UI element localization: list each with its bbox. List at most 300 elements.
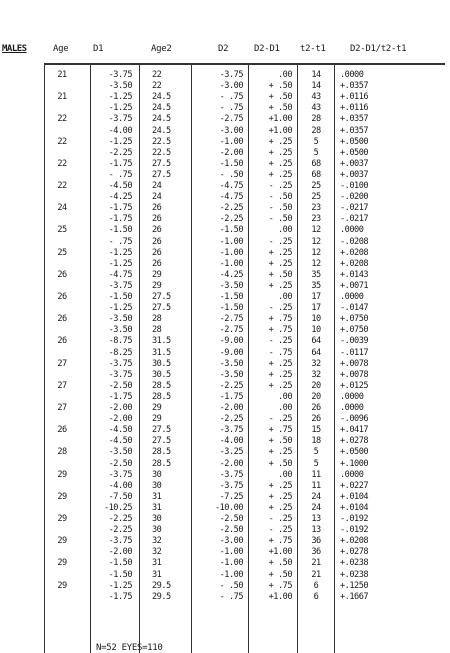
d2-cell: -4.25 — [219, 269, 243, 280]
column-rule — [44, 63, 45, 653]
d2-minus-d1-cell: .00 — [277, 225, 292, 236]
d1-cell: -2.00 — [108, 414, 132, 425]
rate-cell: -.0192 — [340, 514, 369, 524]
t2-minus-t1-cell: 12 — [311, 236, 321, 247]
age2-cell: 24.5 — [152, 114, 171, 125]
d1-cell: -2.00 — [108, 547, 132, 558]
rate-cell: +.0227 — [340, 480, 369, 491]
t2-minus-t1-cell: 14 — [311, 81, 321, 92]
d2-minus-d1-cell: .00 — [277, 403, 292, 413]
d1-cell: -3.75 — [108, 469, 132, 480]
d2-minus-d1-column-header: D2-D1 — [254, 44, 280, 54]
d2-minus-d1-cell: + .50 — [268, 92, 292, 103]
d2-minus-d1-cell: - .25 — [268, 181, 292, 191]
d2-cell: -2.25 — [219, 214, 243, 225]
rate-cell: +.0278 — [340, 436, 369, 447]
d2-minus-d1-cell: + .25 — [268, 358, 292, 369]
age2-cell: 31.5 — [152, 347, 171, 358]
d2-cell: -10.00 — [214, 502, 243, 513]
d2-cell: -3.00 — [219, 125, 243, 136]
d2-minus-d1-cell: + .25 — [268, 447, 292, 458]
d2-cell: -1.00 — [219, 236, 243, 247]
age-column-header: Age — [53, 44, 69, 54]
d1-cell: -3.50 — [108, 81, 132, 92]
d1-cell: -1.75 — [108, 203, 132, 214]
rate-column-header: D2-D1/t2-t1 — [350, 44, 407, 54]
d1-cell: -1.75 — [108, 158, 132, 169]
age-cell: 29 — [57, 580, 67, 591]
d2-minus-d1-cell: + .25 — [268, 136, 292, 147]
d2-minus-d1-cell: .00 — [277, 469, 292, 480]
d2-cell: - .50 — [219, 580, 243, 591]
t2-minus-t1-cell: 35 — [311, 269, 321, 280]
d2-minus-d1-cell: + .75 — [268, 325, 292, 336]
age2-cell: 30 — [152, 514, 162, 524]
t2-minus-t1-cell: 23 — [311, 203, 321, 214]
rate-cell: +.0071 — [340, 280, 369, 291]
d2-minus-d1-cell: + .25 — [268, 480, 292, 491]
d2-minus-d1-cell: +1.00 — [268, 114, 292, 125]
d2-minus-d1-cell: + .75 — [268, 536, 292, 547]
rate-cell: -.0217 — [340, 214, 369, 225]
d1-cell: -4.75 — [108, 269, 132, 280]
age-cell: 22 — [57, 114, 67, 125]
t2-minus-t1-cell: 5 — [313, 458, 319, 469]
rate-cell: +.0208 — [340, 536, 369, 547]
t2-minus-t1-cell: 18 — [311, 436, 321, 447]
d2-minus-d1-cell: - .25 — [268, 336, 292, 347]
d2-cell: -9.00 — [219, 347, 243, 358]
t2-minus-t1-cell: 24 — [311, 491, 321, 502]
age2-cell: 27.5 — [152, 425, 171, 436]
rate-cell: +.0143 — [340, 269, 369, 280]
d1-cell: -2.50 — [108, 458, 132, 469]
age-cell: 26 — [57, 336, 67, 347]
age-cell: 25 — [57, 247, 67, 258]
t2-minus-t1-cell: 10 — [311, 314, 321, 325]
age2-cell: 29 — [152, 280, 162, 291]
d2-minus-d1-cell: + .25 — [268, 258, 292, 269]
d1-cell: -3.50 — [108, 325, 132, 336]
t2-minus-t1-column-header: t2-t1 — [300, 44, 326, 54]
age2-cell: 28.5 — [152, 447, 171, 458]
age-cell: 26 — [57, 314, 67, 325]
d2-minus-d1-cell: + .75 — [268, 314, 292, 325]
d1-cell: -2.50 — [108, 380, 132, 391]
d2-minus-d1-cell: + .50 — [268, 436, 292, 447]
t2-minus-t1-cell: 64 — [311, 336, 321, 347]
d1-column-header: D1 — [93, 44, 104, 54]
d1-cell: -1.25 — [108, 580, 132, 591]
d2-minus-d1-cell: + .50 — [268, 269, 292, 280]
rate-cell: -.0117 — [340, 347, 369, 358]
rate-cell: +.0357 — [340, 114, 369, 125]
age2-cell: 26 — [152, 203, 162, 214]
d2-cell: -1.00 — [219, 547, 243, 558]
t2-minus-t1-cell: 36 — [311, 536, 321, 547]
d1-cell: -8.75 — [108, 336, 132, 347]
d2-minus-d1-cell: + .25 — [268, 158, 292, 169]
d2-minus-d1-cell: - .50 — [268, 214, 292, 225]
d1-cell: -4.50 — [108, 425, 132, 436]
d2-cell: -3.25 — [219, 447, 243, 458]
age2-column-header: Age2 — [151, 44, 172, 54]
age2-cell: 26 — [152, 258, 162, 269]
d1-cell: -2.25 — [108, 525, 132, 536]
d2-cell: -9.00 — [219, 336, 243, 347]
d1-cell: -1.25 — [108, 92, 132, 103]
age-cell: 21 — [57, 92, 67, 103]
age2-cell: 26 — [152, 236, 162, 247]
d2-cell: -2.75 — [219, 114, 243, 125]
d2-minus-d1-cell: + .25 — [268, 491, 292, 502]
rate-cell: +.0208 — [340, 247, 369, 258]
age2-cell: 31 — [152, 558, 162, 569]
t2-minus-t1-cell: 68 — [311, 169, 321, 180]
rate-cell: +.0125 — [340, 380, 369, 391]
rate-cell: +.0078 — [340, 369, 369, 380]
d1-cell: -1.50 — [108, 558, 132, 569]
d1-cell: -10.25 — [103, 502, 132, 513]
age-cell: 27 — [57, 358, 67, 369]
d1-cell: -1.25 — [108, 103, 132, 114]
t2-minus-t1-cell: 17 — [311, 303, 321, 314]
d2-minus-d1-cell: - .75 — [268, 347, 292, 358]
d2-cell: -2.25 — [219, 203, 243, 214]
d2-minus-d1-cell: - .25 — [268, 525, 292, 536]
d2-column-header: D2 — [218, 44, 229, 54]
rate-cell: +.0500 — [340, 136, 369, 147]
rate-cell: +.0238 — [340, 569, 369, 580]
d2-minus-d1-cell: - .25 — [268, 414, 292, 425]
rate-cell: +.1250 — [340, 580, 369, 591]
d2-cell: -2.75 — [219, 325, 243, 336]
t2-minus-t1-cell: 68 — [311, 158, 321, 169]
d2-cell: -3.75 — [219, 469, 243, 480]
d2-cell: - .75 — [219, 103, 243, 114]
d1-cell: -4.25 — [108, 192, 132, 203]
rate-cell: -.0100 — [340, 181, 369, 191]
d2-minus-d1-cell: + .25 — [268, 380, 292, 391]
t2-minus-t1-cell: 5 — [313, 136, 319, 147]
age2-cell: 22 — [152, 70, 162, 80]
d1-cell: -3.75 — [108, 358, 132, 369]
rate-cell: .0000 — [340, 292, 364, 302]
age-cell: 24 — [57, 203, 67, 214]
d2-cell: -2.50 — [219, 525, 243, 536]
column-rule — [191, 63, 192, 653]
d1-cell: -4.50 — [108, 436, 132, 447]
d2-cell: -1.00 — [219, 136, 243, 147]
rate-cell: -.0200 — [340, 192, 369, 203]
d2-cell: -3.75 — [219, 70, 243, 80]
age2-cell: 31 — [152, 569, 162, 580]
rate-cell: +.1667 — [340, 591, 369, 602]
age2-cell: 28.5 — [152, 391, 171, 402]
age2-cell: 28.5 — [152, 458, 171, 469]
column-rule — [248, 63, 249, 653]
age-cell: 27 — [57, 380, 67, 391]
t2-minus-t1-cell: 6 — [313, 580, 319, 591]
t2-minus-t1-cell: 11 — [311, 469, 321, 480]
d2-minus-d1-cell: +1.00 — [268, 547, 292, 558]
rate-cell: +.0238 — [340, 558, 369, 569]
d2-cell: -1.00 — [219, 247, 243, 258]
rate-cell: +.0357 — [340, 81, 369, 92]
d2-cell: -2.25 — [219, 380, 243, 391]
t2-minus-t1-cell: 20 — [311, 380, 321, 391]
age-cell: 26 — [57, 292, 67, 302]
age2-cell: 28.5 — [152, 380, 171, 391]
d2-minus-d1-cell: .00 — [277, 70, 292, 80]
d2-cell: -1.50 — [219, 158, 243, 169]
d2-cell: -1.75 — [219, 391, 243, 402]
d1-cell: -1.25 — [108, 247, 132, 258]
age2-cell: 22 — [152, 81, 162, 92]
age-cell: 28 — [57, 447, 67, 458]
d1-cell: -1.25 — [108, 303, 132, 314]
column-rule — [334, 63, 335, 653]
rate-cell: +.1000 — [340, 458, 369, 469]
age-cell: 26 — [57, 425, 67, 436]
t2-minus-t1-cell: 14 — [311, 70, 321, 80]
d1-cell: -2.25 — [108, 514, 132, 524]
sample-size-footer: N=52 EYES=110 — [96, 643, 163, 653]
d1-cell: -1.25 — [108, 258, 132, 269]
t2-minus-t1-cell: 24 — [311, 502, 321, 513]
d1-cell: -4.00 — [108, 125, 132, 136]
d2-cell: - .75 — [219, 591, 243, 602]
d2-cell: -4.75 — [219, 181, 243, 191]
age2-cell: 28 — [152, 314, 162, 325]
d2-minus-d1-cell: + .50 — [268, 569, 292, 580]
t2-minus-t1-cell: 20 — [311, 391, 321, 402]
d1-cell: - .75 — [108, 236, 132, 247]
rate-cell: .0000 — [340, 403, 364, 413]
d2-cell: -4.00 — [219, 436, 243, 447]
d2-minus-d1-cell: .00 — [277, 391, 292, 402]
age-cell: 29 — [57, 514, 67, 524]
d1-cell: -8.25 — [108, 347, 132, 358]
rate-cell: +.0417 — [340, 425, 369, 436]
age2-cell: 29 — [152, 403, 162, 413]
rate-cell: .0000 — [340, 70, 364, 80]
age2-cell: 32 — [152, 536, 162, 547]
d2-cell: -3.50 — [219, 369, 243, 380]
t2-minus-t1-cell: 64 — [311, 347, 321, 358]
rate-cell: +.0500 — [340, 447, 369, 458]
age2-cell: 24.5 — [152, 125, 171, 136]
age2-cell: 32 — [152, 547, 162, 558]
rate-cell: +.0104 — [340, 502, 369, 513]
d2-cell: -1.00 — [219, 558, 243, 569]
d2-minus-d1-cell: + .50 — [268, 458, 292, 469]
d2-cell: -2.00 — [219, 403, 243, 413]
age-cell: 29 — [57, 491, 67, 502]
d2-cell: -3.75 — [219, 480, 243, 491]
rate-cell: .0000 — [340, 391, 364, 402]
d2-minus-d1-cell: - .25 — [268, 514, 292, 524]
rate-cell: +.0104 — [340, 491, 369, 502]
d1-cell: -3.50 — [108, 447, 132, 458]
rate-cell: -.0192 — [340, 525, 369, 536]
d2-cell: -3.50 — [219, 358, 243, 369]
rate-cell: +.0116 — [340, 103, 369, 114]
d1-cell: -3.75 — [108, 536, 132, 547]
age2-cell: 30 — [152, 469, 162, 480]
rate-cell: -.0096 — [340, 414, 369, 425]
age2-cell: 31 — [152, 502, 162, 513]
t2-minus-t1-cell: 21 — [311, 569, 321, 580]
d1-cell: -1.50 — [108, 292, 132, 302]
d1-cell: -2.00 — [108, 403, 132, 413]
rate-cell: -.0147 — [340, 303, 369, 314]
d1-cell: -2.25 — [108, 147, 132, 158]
age2-cell: 26 — [152, 247, 162, 258]
d2-cell: -3.50 — [219, 280, 243, 291]
d2-cell: -2.50 — [219, 514, 243, 524]
t2-minus-t1-cell: 35 — [311, 280, 321, 291]
d2-cell: -1.00 — [219, 258, 243, 269]
t2-minus-t1-cell: 12 — [311, 258, 321, 269]
t2-minus-t1-cell: 26 — [311, 403, 321, 413]
t2-minus-t1-cell: 36 — [311, 547, 321, 558]
d1-cell: -3.75 — [108, 280, 132, 291]
age-cell: 26 — [57, 269, 67, 280]
d1-cell: -3.75 — [108, 114, 132, 125]
d2-cell: -1.50 — [219, 292, 243, 302]
t2-minus-t1-cell: 12 — [311, 225, 321, 236]
rate-cell: +.0500 — [340, 147, 369, 158]
males-heading: MALES — [2, 44, 27, 54]
age2-cell: 29.5 — [152, 580, 171, 591]
rate-cell: +.0750 — [340, 314, 369, 325]
age-cell: 29 — [57, 558, 67, 569]
t2-minus-t1-cell: 5 — [313, 447, 319, 458]
age2-cell: 29 — [152, 414, 162, 425]
age2-cell: 22.5 — [152, 136, 171, 147]
age-cell: 29 — [57, 536, 67, 547]
t2-minus-t1-cell: 17 — [311, 292, 321, 302]
d2-minus-d1-cell: + .25 — [268, 369, 292, 380]
d2-cell: -1.50 — [219, 303, 243, 314]
t2-minus-t1-cell: 43 — [311, 103, 321, 114]
d2-cell: -3.00 — [219, 81, 243, 92]
d2-cell: -3.75 — [219, 425, 243, 436]
d2-cell: -2.75 — [219, 314, 243, 325]
age2-cell: 30.5 — [152, 358, 171, 369]
rate-cell: .0000 — [340, 225, 364, 236]
column-rule — [297, 63, 298, 653]
t2-minus-t1-cell: 25 — [311, 181, 321, 191]
rate-cell: +.0037 — [340, 169, 369, 180]
age2-cell: 27.5 — [152, 292, 171, 302]
d2-minus-d1-cell: +1.00 — [268, 591, 292, 602]
age-cell: 22 — [57, 181, 67, 191]
age-cell: 21 — [57, 70, 67, 80]
d2-minus-d1-cell: + .25 — [268, 502, 292, 513]
age2-cell: 27.5 — [152, 436, 171, 447]
t2-minus-t1-cell: 10 — [311, 325, 321, 336]
t2-minus-t1-cell: 32 — [311, 358, 321, 369]
age-cell: 22 — [57, 136, 67, 147]
d2-minus-d1-cell: + .50 — [268, 558, 292, 569]
age2-cell: 31.5 — [152, 336, 171, 347]
rate-cell: +.0116 — [340, 92, 369, 103]
age2-cell: 22.5 — [152, 147, 171, 158]
t2-minus-t1-cell: 32 — [311, 369, 321, 380]
t2-minus-t1-cell: 43 — [311, 92, 321, 103]
t2-minus-t1-cell: 12 — [311, 247, 321, 258]
t2-minus-t1-cell: 23 — [311, 214, 321, 225]
d2-minus-d1-cell: - .50 — [268, 192, 292, 203]
d1-cell: -4.50 — [108, 181, 132, 191]
d1-cell: -3.50 — [108, 314, 132, 325]
t2-minus-t1-cell: 11 — [311, 480, 321, 491]
rate-cell: -.0208 — [340, 236, 369, 247]
d1-cell: -7.50 — [108, 491, 132, 502]
rate-cell: +.0208 — [340, 258, 369, 269]
t2-minus-t1-cell: 28 — [311, 125, 321, 136]
d2-minus-d1-cell: - .50 — [268, 203, 292, 214]
d2-minus-d1-cell: + .75 — [268, 580, 292, 591]
age2-cell: 26 — [152, 225, 162, 236]
rate-cell: -.0039 — [340, 336, 369, 347]
t2-minus-t1-cell: 13 — [311, 514, 321, 524]
rate-cell: +.0037 — [340, 158, 369, 169]
d2-minus-d1-cell: + .25 — [268, 247, 292, 258]
rate-cell: +.0750 — [340, 325, 369, 336]
d2-minus-d1-cell: + .25 — [268, 280, 292, 291]
t2-minus-t1-cell: 26 — [311, 414, 321, 425]
t2-minus-t1-cell: 21 — [311, 558, 321, 569]
age2-cell: 30.5 — [152, 369, 171, 380]
age2-cell: 27.5 — [152, 169, 171, 180]
d1-cell: -1.75 — [108, 591, 132, 602]
d2-minus-d1-cell: + .75 — [268, 425, 292, 436]
d2-cell: -3.00 — [219, 536, 243, 547]
age2-cell: 24 — [152, 181, 162, 191]
d2-cell: -2.25 — [219, 414, 243, 425]
rate-cell: +.0357 — [340, 125, 369, 136]
rate-cell: +.0278 — [340, 547, 369, 558]
d2-cell: - .50 — [219, 169, 243, 180]
t2-minus-t1-cell: 28 — [311, 114, 321, 125]
t2-minus-t1-cell: 25 — [311, 192, 321, 203]
d1-cell: -3.75 — [108, 369, 132, 380]
age2-cell: 29.5 — [152, 591, 171, 602]
d2-cell: -7.25 — [219, 491, 243, 502]
d2-minus-d1-cell: + .50 — [268, 81, 292, 92]
d2-minus-d1-cell: - .25 — [268, 236, 292, 247]
age2-cell: 28 — [152, 325, 162, 336]
d1-cell: -1.75 — [108, 214, 132, 225]
d2-minus-d1-cell: + .25 — [268, 169, 292, 180]
rate-cell: -.0217 — [340, 203, 369, 214]
age2-cell: 24.5 — [152, 103, 171, 114]
d2-minus-d1-cell: + .25 — [268, 147, 292, 158]
d1-cell: -1.50 — [108, 225, 132, 236]
age2-cell: 24 — [152, 192, 162, 203]
age-cell: 27 — [57, 403, 67, 413]
d1-cell: -1.25 — [108, 136, 132, 147]
d1-cell: -1.50 — [108, 569, 132, 580]
d1-cell: -4.00 — [108, 480, 132, 491]
d2-cell: -2.00 — [219, 147, 243, 158]
d2-minus-d1-cell: + .50 — [268, 103, 292, 114]
age2-cell: 29 — [152, 269, 162, 280]
rate-cell: .0000 — [340, 469, 364, 480]
